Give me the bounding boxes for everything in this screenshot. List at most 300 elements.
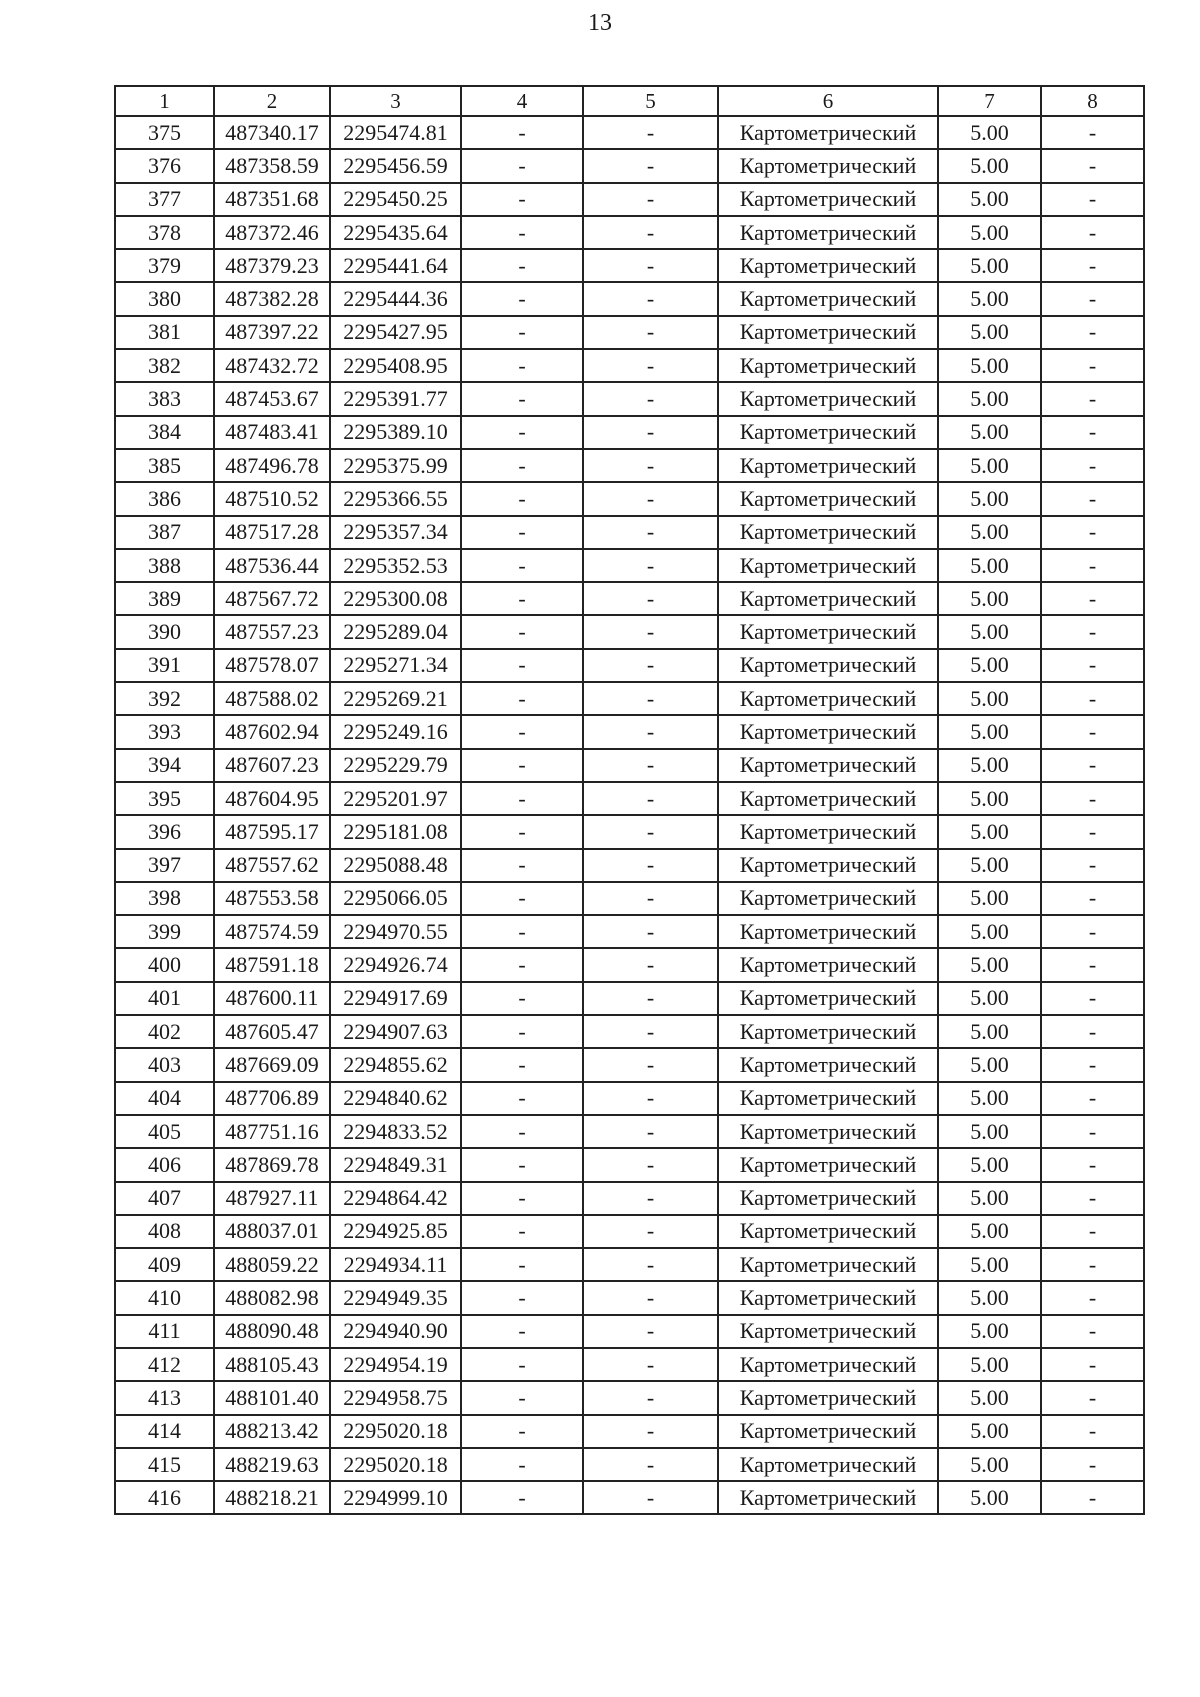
column-4-cell: - [461, 349, 583, 382]
accuracy-cell: 5.00 [938, 382, 1041, 415]
column-4-cell: - [461, 815, 583, 848]
accuracy-cell: 5.00 [938, 516, 1041, 549]
x-coordinate-cell: 487557.62 [214, 849, 330, 882]
column-4-cell: - [461, 1148, 583, 1181]
y-coordinate-cell: 2294925.85 [330, 1215, 461, 1248]
method-cell: Картометрический [718, 1148, 938, 1181]
accuracy-cell: 5.00 [938, 882, 1041, 915]
point-number-cell: 410 [115, 1281, 214, 1314]
method-cell: Картометрический [718, 1182, 938, 1215]
point-number-cell: 399 [115, 915, 214, 948]
accuracy-cell: 5.00 [938, 183, 1041, 216]
point-number-cell: 413 [115, 1381, 214, 1414]
column-5-cell: - [583, 982, 718, 1015]
column-4-cell: - [461, 1048, 583, 1081]
column-header: 4 [461, 86, 583, 116]
x-coordinate-cell: 487602.94 [214, 715, 330, 748]
column-5-cell: - [583, 216, 718, 249]
column-4-cell: - [461, 1082, 583, 1115]
method-cell: Картометрический [718, 815, 938, 848]
table-row [115, 1082, 1144, 1115]
column-4-cell: - [461, 915, 583, 948]
point-number-cell: 384 [115, 416, 214, 449]
x-coordinate-cell: 487432.72 [214, 349, 330, 382]
point-number-cell: 407 [115, 1182, 214, 1215]
method-cell: Картометрический [718, 715, 938, 748]
column-4-cell: - [461, 416, 583, 449]
table-row [115, 349, 1144, 382]
method-cell: Картометрический [718, 1215, 938, 1248]
table-row [115, 815, 1144, 848]
x-coordinate-cell: 487574.59 [214, 915, 330, 948]
column-8-cell: - [1041, 183, 1144, 216]
column-5-cell: - [583, 1015, 718, 1048]
point-number-cell: 398 [115, 882, 214, 915]
y-coordinate-cell: 2295474.81 [330, 116, 461, 149]
x-coordinate-cell: 487510.52 [214, 482, 330, 515]
column-4-cell: - [461, 549, 583, 582]
column-8-cell: - [1041, 1281, 1144, 1314]
y-coordinate-cell: 2295391.77 [330, 382, 461, 415]
method-cell: Картометрический [718, 116, 938, 149]
column-5-cell: - [583, 183, 718, 216]
y-coordinate-cell: 2295456.59 [330, 149, 461, 182]
column-4-cell: - [461, 715, 583, 748]
y-coordinate-cell: 2294934.11 [330, 1248, 461, 1281]
column-8-cell: - [1041, 649, 1144, 682]
column-4-cell: - [461, 516, 583, 549]
column-8-cell: - [1041, 416, 1144, 449]
column-4-cell: - [461, 649, 583, 682]
column-5-cell: - [583, 1348, 718, 1381]
table-body [115, 116, 1144, 1514]
point-number-cell: 412 [115, 1348, 214, 1381]
table-row [115, 1448, 1144, 1481]
method-cell: Картометрический [718, 682, 938, 715]
column-8-cell: - [1041, 1182, 1144, 1215]
column-4-cell: - [461, 116, 583, 149]
table-row [115, 449, 1144, 482]
table-row [115, 615, 1144, 648]
method-cell: Картометрический [718, 482, 938, 515]
table-row [115, 749, 1144, 782]
y-coordinate-cell: 2295375.99 [330, 449, 461, 482]
x-coordinate-cell: 487591.18 [214, 948, 330, 981]
column-4-cell: - [461, 682, 583, 715]
column-8-cell: - [1041, 815, 1144, 848]
accuracy-cell: 5.00 [938, 1481, 1041, 1514]
column-8-cell: - [1041, 1082, 1144, 1115]
column-5-cell: - [583, 1381, 718, 1414]
column-5-cell: - [583, 782, 718, 815]
accuracy-cell: 5.00 [938, 1115, 1041, 1148]
accuracy-cell: 5.00 [938, 715, 1041, 748]
column-4-cell: - [461, 183, 583, 216]
accuracy-cell: 5.00 [938, 1281, 1041, 1314]
y-coordinate-cell: 2295249.16 [330, 715, 461, 748]
table-row [115, 782, 1144, 815]
table-row [115, 849, 1144, 882]
y-coordinate-cell: 2295271.34 [330, 649, 461, 682]
table-row [115, 1415, 1144, 1448]
table-row [115, 1281, 1144, 1314]
column-8-cell: - [1041, 249, 1144, 282]
x-coordinate-cell: 487536.44 [214, 549, 330, 582]
accuracy-cell: 5.00 [938, 482, 1041, 515]
column-5-cell: - [583, 1148, 718, 1181]
column-5-cell: - [583, 1048, 718, 1081]
point-number-cell: 388 [115, 549, 214, 582]
point-number-cell: 409 [115, 1248, 214, 1281]
column-5-cell: - [583, 882, 718, 915]
x-coordinate-cell: 487706.89 [214, 1082, 330, 1115]
column-4-cell: - [461, 849, 583, 882]
column-5-cell: - [583, 1215, 718, 1248]
column-4-cell: - [461, 1348, 583, 1381]
x-coordinate-cell: 487483.41 [214, 416, 330, 449]
method-cell: Картометрический [718, 948, 938, 981]
table-row [115, 1215, 1144, 1248]
method-cell: Картометрический [718, 249, 938, 282]
x-coordinate-cell: 487553.58 [214, 882, 330, 915]
column-8-cell: - [1041, 1415, 1144, 1448]
accuracy-cell: 5.00 [938, 682, 1041, 715]
column-4-cell: - [461, 149, 583, 182]
accuracy-cell: 5.00 [938, 782, 1041, 815]
y-coordinate-cell: 2294907.63 [330, 1015, 461, 1048]
column-4-cell: - [461, 449, 583, 482]
method-cell: Картометрический [718, 1481, 938, 1514]
column-8-cell: - [1041, 349, 1144, 382]
column-4-cell: - [461, 1381, 583, 1414]
y-coordinate-cell: 2294970.55 [330, 915, 461, 948]
accuracy-cell: 5.00 [938, 649, 1041, 682]
method-cell: Картометрический [718, 649, 938, 682]
point-number-cell: 395 [115, 782, 214, 815]
y-coordinate-cell: 2295450.25 [330, 183, 461, 216]
y-coordinate-cell: 2294940.90 [330, 1315, 461, 1348]
column-8-cell: - [1041, 316, 1144, 349]
accuracy-cell: 5.00 [938, 1448, 1041, 1481]
column-8-cell: - [1041, 1048, 1144, 1081]
point-number-cell: 403 [115, 1048, 214, 1081]
column-8-cell: - [1041, 282, 1144, 315]
method-cell: Картометрический [718, 516, 938, 549]
table-row [115, 1381, 1144, 1414]
column-5-cell: - [583, 149, 718, 182]
table-row [115, 482, 1144, 515]
point-number-cell: 386 [115, 482, 214, 515]
x-coordinate-cell: 487358.59 [214, 149, 330, 182]
column-5-cell: - [583, 582, 718, 615]
column-8-cell: - [1041, 1115, 1144, 1148]
table-row [115, 116, 1144, 149]
y-coordinate-cell: 2294926.74 [330, 948, 461, 981]
point-number-cell: 397 [115, 849, 214, 882]
column-8-cell: - [1041, 1248, 1144, 1281]
point-number-cell: 406 [115, 1148, 214, 1181]
y-coordinate-cell: 2294958.75 [330, 1381, 461, 1414]
point-number-cell: 393 [115, 715, 214, 748]
table-row [115, 1481, 1144, 1514]
column-8-cell: - [1041, 449, 1144, 482]
y-coordinate-cell: 2295088.48 [330, 849, 461, 882]
method-cell: Картометрический [718, 349, 938, 382]
y-coordinate-cell: 2295435.64 [330, 216, 461, 249]
accuracy-cell: 5.00 [938, 1182, 1041, 1215]
accuracy-cell: 5.00 [938, 249, 1041, 282]
x-coordinate-cell: 488101.40 [214, 1381, 330, 1414]
column-5-cell: - [583, 316, 718, 349]
accuracy-cell: 5.00 [938, 982, 1041, 1015]
column-5-cell: - [583, 1481, 718, 1514]
column-5-cell: - [583, 516, 718, 549]
column-4-cell: - [461, 1448, 583, 1481]
column-8-cell: - [1041, 715, 1144, 748]
point-number-cell: 392 [115, 682, 214, 715]
column-4-cell: - [461, 316, 583, 349]
x-coordinate-cell: 487382.28 [214, 282, 330, 315]
accuracy-cell: 5.00 [938, 316, 1041, 349]
table-row [115, 216, 1144, 249]
column-5-cell: - [583, 1315, 718, 1348]
column-header: 7 [938, 86, 1041, 116]
column-8-cell: - [1041, 516, 1144, 549]
y-coordinate-cell: 2294864.42 [330, 1182, 461, 1215]
column-4-cell: - [461, 1115, 583, 1148]
table-row [115, 416, 1144, 449]
column-5-cell: - [583, 449, 718, 482]
column-4-cell: - [461, 1415, 583, 1448]
y-coordinate-cell: 2295366.55 [330, 482, 461, 515]
x-coordinate-cell: 487578.07 [214, 649, 330, 682]
x-coordinate-cell: 488037.01 [214, 1215, 330, 1248]
point-number-cell: 391 [115, 649, 214, 682]
table-row [115, 582, 1144, 615]
x-coordinate-cell: 487588.02 [214, 682, 330, 715]
y-coordinate-cell: 2295408.95 [330, 349, 461, 382]
method-cell: Картометрический [718, 1082, 938, 1115]
method-cell: Картометрический [718, 849, 938, 882]
method-cell: Картометрический [718, 216, 938, 249]
column-5-cell: - [583, 1082, 718, 1115]
method-cell: Картометрический [718, 1348, 938, 1381]
point-number-cell: 390 [115, 615, 214, 648]
column-5-cell: - [583, 1448, 718, 1481]
y-coordinate-cell: 2295066.05 [330, 882, 461, 915]
point-number-cell: 396 [115, 815, 214, 848]
point-number-cell: 400 [115, 948, 214, 981]
method-cell: Картометрический [718, 1048, 938, 1081]
y-coordinate-cell: 2294833.52 [330, 1115, 461, 1148]
x-coordinate-cell: 487607.23 [214, 749, 330, 782]
column-8-cell: - [1041, 1381, 1144, 1414]
table-row [115, 1015, 1144, 1048]
page-number: 13 [588, 10, 612, 36]
accuracy-cell: 5.00 [938, 915, 1041, 948]
point-number-cell: 401 [115, 982, 214, 1015]
column-5-cell: - [583, 282, 718, 315]
table-row [115, 715, 1144, 748]
x-coordinate-cell: 487567.72 [214, 582, 330, 615]
point-number-cell: 382 [115, 349, 214, 382]
point-number-cell: 402 [115, 1015, 214, 1048]
accuracy-cell: 5.00 [938, 449, 1041, 482]
x-coordinate-cell: 487604.95 [214, 782, 330, 815]
accuracy-cell: 5.00 [938, 815, 1041, 848]
y-coordinate-cell: 2294954.19 [330, 1348, 461, 1381]
point-number-cell: 380 [115, 282, 214, 315]
y-coordinate-cell: 2294849.31 [330, 1148, 461, 1181]
column-5-cell: - [583, 249, 718, 282]
point-number-cell: 389 [115, 582, 214, 615]
method-cell: Картометрический [718, 1315, 938, 1348]
point-number-cell: 408 [115, 1215, 214, 1248]
x-coordinate-cell: 488213.42 [214, 1415, 330, 1448]
y-coordinate-cell: 2295269.21 [330, 682, 461, 715]
x-coordinate-cell: 488082.98 [214, 1281, 330, 1314]
method-cell: Картометрический [718, 382, 938, 415]
column-5-cell: - [583, 1415, 718, 1448]
column-4-cell: - [461, 1182, 583, 1215]
method-cell: Картометрический [718, 982, 938, 1015]
accuracy-cell: 5.00 [938, 1381, 1041, 1414]
table-row [115, 1048, 1144, 1081]
y-coordinate-cell: 2294917.69 [330, 982, 461, 1015]
column-5-cell: - [583, 482, 718, 515]
column-4-cell: - [461, 882, 583, 915]
y-coordinate-cell: 2295289.04 [330, 615, 461, 648]
column-4-cell: - [461, 282, 583, 315]
point-number-cell: 385 [115, 449, 214, 482]
x-coordinate-cell: 487372.46 [214, 216, 330, 249]
method-cell: Картометрический [718, 615, 938, 648]
column-5-cell: - [583, 948, 718, 981]
column-header: 5 [583, 86, 718, 116]
accuracy-cell: 5.00 [938, 282, 1041, 315]
y-coordinate-cell: 2295357.34 [330, 516, 461, 549]
accuracy-cell: 5.00 [938, 149, 1041, 182]
x-coordinate-cell: 487669.09 [214, 1048, 330, 1081]
column-header: 1 [115, 86, 214, 116]
column-4-cell: - [461, 1315, 583, 1348]
y-coordinate-cell: 2295201.97 [330, 782, 461, 815]
method-cell: Картометрический [718, 782, 938, 815]
accuracy-cell: 5.00 [938, 1248, 1041, 1281]
accuracy-cell: 5.00 [938, 1048, 1041, 1081]
column-8-cell: - [1041, 1015, 1144, 1048]
column-4-cell: - [461, 1215, 583, 1248]
table-row [115, 682, 1144, 715]
point-number-cell: 376 [115, 149, 214, 182]
method-cell: Картометрический [718, 882, 938, 915]
y-coordinate-cell: 2294855.62 [330, 1048, 461, 1081]
table-row [115, 282, 1144, 315]
column-5-cell: - [583, 349, 718, 382]
column-5-cell: - [583, 416, 718, 449]
column-8-cell: - [1041, 882, 1144, 915]
x-coordinate-cell: 487397.22 [214, 316, 330, 349]
x-coordinate-cell: 487496.78 [214, 449, 330, 482]
method-cell: Картометрический [718, 1448, 938, 1481]
column-8-cell: - [1041, 1148, 1144, 1181]
point-number-cell: 404 [115, 1082, 214, 1115]
x-coordinate-cell: 487751.16 [214, 1115, 330, 1148]
method-cell: Картометрический [718, 749, 938, 782]
column-4-cell: - [461, 1015, 583, 1048]
y-coordinate-cell: 2295229.79 [330, 749, 461, 782]
y-coordinate-cell: 2295444.36 [330, 282, 461, 315]
x-coordinate-cell: 487595.17 [214, 815, 330, 848]
y-coordinate-cell: 2295020.18 [330, 1415, 461, 1448]
column-4-cell: - [461, 1481, 583, 1514]
column-8-cell: - [1041, 1348, 1144, 1381]
table-row [115, 982, 1144, 1015]
method-cell: Картометрический [718, 1381, 938, 1414]
y-coordinate-cell: 2294949.35 [330, 1281, 461, 1314]
point-number-cell: 416 [115, 1481, 214, 1514]
column-8-cell: - [1041, 1315, 1144, 1348]
x-coordinate-cell: 487379.23 [214, 249, 330, 282]
accuracy-cell: 5.00 [938, 216, 1041, 249]
point-number-cell: 378 [115, 216, 214, 249]
accuracy-cell: 5.00 [938, 1348, 1041, 1381]
column-5-cell: - [583, 1281, 718, 1314]
column-8-cell: - [1041, 1215, 1144, 1248]
column-5-cell: - [583, 849, 718, 882]
column-8-cell: - [1041, 482, 1144, 515]
y-coordinate-cell: 2295427.95 [330, 316, 461, 349]
accuracy-cell: 5.00 [938, 1415, 1041, 1448]
column-8-cell: - [1041, 749, 1144, 782]
point-number-cell: 405 [115, 1115, 214, 1148]
point-number-cell: 415 [115, 1448, 214, 1481]
method-cell: Картометрический [718, 282, 938, 315]
x-coordinate-cell: 487927.11 [214, 1182, 330, 1215]
accuracy-cell: 5.00 [938, 1015, 1041, 1048]
column-4-cell: - [461, 382, 583, 415]
column-8-cell: - [1041, 615, 1144, 648]
y-coordinate-cell: 2294999.10 [330, 1481, 461, 1514]
table-row [115, 948, 1144, 981]
table-row [115, 882, 1144, 915]
column-4-cell: - [461, 615, 583, 648]
x-coordinate-cell: 488218.21 [214, 1481, 330, 1514]
x-coordinate-cell: 487517.28 [214, 516, 330, 549]
column-4-cell: - [461, 1281, 583, 1314]
column-5-cell: - [583, 615, 718, 648]
column-8-cell: - [1041, 382, 1144, 415]
column-4-cell: - [461, 582, 583, 615]
column-header: 3 [330, 86, 461, 116]
method-cell: Картометрический [718, 1248, 938, 1281]
column-5-cell: - [583, 649, 718, 682]
table-row [115, 915, 1144, 948]
y-coordinate-cell: 2295389.10 [330, 416, 461, 449]
column-header: 2 [214, 86, 330, 116]
accuracy-cell: 5.00 [938, 1148, 1041, 1181]
x-coordinate-cell: 487340.17 [214, 116, 330, 149]
table-row [115, 183, 1144, 216]
coordinates-table [114, 85, 1145, 1515]
column-header: 6 [718, 86, 938, 116]
method-cell: Картометрический [718, 149, 938, 182]
table-row [115, 1115, 1144, 1148]
column-8-cell: - [1041, 1448, 1144, 1481]
column-8-cell: - [1041, 216, 1144, 249]
x-coordinate-cell: 487605.47 [214, 1015, 330, 1048]
method-cell: Картометрический [718, 416, 938, 449]
